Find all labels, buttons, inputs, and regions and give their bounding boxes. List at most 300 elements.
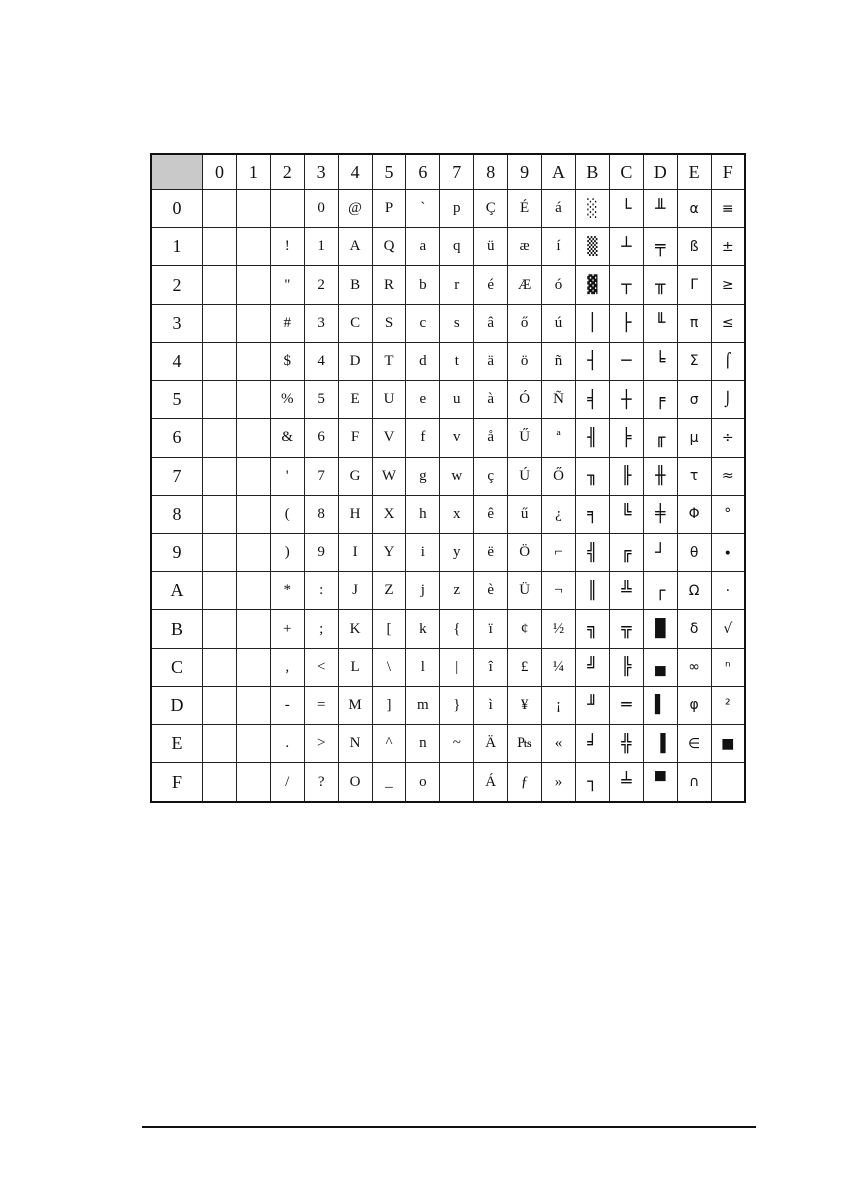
char-cell-DE: φ — [677, 686, 711, 724]
char-cell-1C: ┴ — [609, 228, 643, 266]
char-cell-69: Ű — [508, 419, 542, 457]
char-cell-33: 3 — [304, 304, 338, 342]
char-cell-73: 7 — [304, 457, 338, 495]
char-cell-C1 — [236, 648, 270, 686]
char-cell-A4: J — [338, 572, 372, 610]
char-cell-48: ä — [474, 342, 508, 380]
char-cell-F3: ? — [304, 763, 338, 802]
char-cell-44: D — [338, 342, 372, 380]
char-cell-58: à — [474, 381, 508, 419]
row-header-C: C — [151, 648, 203, 686]
column-header-A: A — [542, 154, 576, 190]
char-cell-AC: ╩ — [609, 572, 643, 610]
char-cell-64: F — [338, 419, 372, 457]
char-cell-DC: ═ — [609, 686, 643, 724]
char-cell-8B: ╕ — [575, 495, 609, 533]
char-cell-77: w — [440, 457, 474, 495]
footer-rule — [142, 1126, 756, 1128]
char-cell-91 — [236, 533, 270, 571]
char-cell-A2: * — [270, 572, 304, 610]
char-cell-9E: θ — [677, 533, 711, 571]
char-cell-CD: ▄ — [643, 648, 677, 686]
char-cell-C7: | — [440, 648, 474, 686]
char-cell-C4: L — [338, 648, 372, 686]
char-cell-46: d — [406, 342, 440, 380]
char-cell-E9: ₧ — [508, 725, 542, 763]
column-header-D: D — [643, 154, 677, 190]
char-cell-3C: ├ — [609, 304, 643, 342]
char-cell-7B: ╖ — [575, 457, 609, 495]
column-header-5: 5 — [372, 154, 406, 190]
char-cell-53: 5 — [304, 381, 338, 419]
char-cell-6D: ╓ — [643, 419, 677, 457]
char-cell-CE: ∞ — [677, 648, 711, 686]
char-cell-09: É — [508, 190, 542, 228]
char-cell-8C: ╚ — [609, 495, 643, 533]
char-cell-71 — [236, 457, 270, 495]
char-cell-6C: ╞ — [609, 419, 643, 457]
char-cell-18: ü — [474, 228, 508, 266]
char-cell-38: â — [474, 304, 508, 342]
char-cell-4D: ╘ — [643, 342, 677, 380]
char-cell-AA: ¬ — [542, 572, 576, 610]
row-header-1: 1 — [151, 228, 203, 266]
char-cell-E0 — [203, 725, 237, 763]
char-cell-62: & — [270, 419, 304, 457]
char-cell-5A: Ñ — [542, 381, 576, 419]
char-cell-2D: ╥ — [643, 266, 677, 304]
char-cell-16: a — [406, 228, 440, 266]
char-cell-15: Q — [372, 228, 406, 266]
char-cell-DF: ² — [711, 686, 745, 724]
row-header-3: 3 — [151, 304, 203, 342]
row-header-A: A — [151, 572, 203, 610]
column-header-6: 6 — [406, 154, 440, 190]
char-cell-E2: . — [270, 725, 304, 763]
char-cell-C5: \ — [372, 648, 406, 686]
char-cell-E1 — [236, 725, 270, 763]
char-cell-0D: ╨ — [643, 190, 677, 228]
char-cell-8E: Φ — [677, 495, 711, 533]
column-header-8: 8 — [474, 154, 508, 190]
char-cell-8F: ° — [711, 495, 745, 533]
char-cell-9D: ┘ — [643, 533, 677, 571]
char-cell-14: A — [338, 228, 372, 266]
char-cell-3B: │ — [575, 304, 609, 342]
row-header-B: B — [151, 610, 203, 648]
table-row-C — [151, 648, 745, 686]
char-cell-D4: M — [338, 686, 372, 724]
char-cell-D1 — [236, 686, 270, 724]
char-cell-20 — [203, 266, 237, 304]
char-cell-C3: < — [304, 648, 338, 686]
char-cell-F8: Á — [474, 763, 508, 802]
char-cell-A8: è — [474, 572, 508, 610]
char-cell-17: q — [440, 228, 474, 266]
char-cell-1D: ╤ — [643, 228, 677, 266]
char-cell-F7 — [440, 763, 474, 802]
char-cell-9A: ⌐ — [542, 533, 576, 571]
column-header-F: F — [711, 154, 745, 190]
char-cell-26: b — [406, 266, 440, 304]
column-header-9: 9 — [508, 154, 542, 190]
char-cell-30 — [203, 304, 237, 342]
char-cell-B8: ï — [474, 610, 508, 648]
row-header-2: 2 — [151, 266, 203, 304]
char-cell-12: ! — [270, 228, 304, 266]
char-cell-4B: ┤ — [575, 342, 609, 380]
char-cell-11 — [236, 228, 270, 266]
char-cell-C2: , — [270, 648, 304, 686]
char-cell-B4: K — [338, 610, 372, 648]
char-cell-CA: ¼ — [542, 648, 576, 686]
char-cell-2B: ▓ — [575, 266, 609, 304]
char-cell-5D: ╒ — [643, 381, 677, 419]
char-cell-3A: ú — [542, 304, 576, 342]
char-cell-AF: · — [711, 572, 745, 610]
char-cell-52: % — [270, 381, 304, 419]
char-cell-00 — [203, 190, 237, 228]
char-cell-07: p — [440, 190, 474, 228]
char-cell-51 — [236, 381, 270, 419]
char-cell-F0 — [203, 763, 237, 802]
char-cell-A0 — [203, 572, 237, 610]
char-cell-BC: ╦ — [609, 610, 643, 648]
char-cell-68: å — [474, 419, 508, 457]
character-code-table — [150, 153, 746, 803]
char-cell-79: Ú — [508, 457, 542, 495]
char-cell-83: 8 — [304, 495, 338, 533]
char-cell-57: u — [440, 381, 474, 419]
char-cell-AB: ║ — [575, 572, 609, 610]
char-cell-66: f — [406, 419, 440, 457]
char-cell-6A: ª — [542, 419, 576, 457]
char-cell-C8: î — [474, 648, 508, 686]
row-header-0: 0 — [151, 190, 203, 228]
char-cell-05: P — [372, 190, 406, 228]
char-cell-E6: n — [406, 725, 440, 763]
char-cell-9F: ∙ — [711, 533, 745, 571]
char-cell-0C: └ — [609, 190, 643, 228]
char-cell-50 — [203, 381, 237, 419]
char-cell-F5: _ — [372, 763, 406, 802]
char-cell-08: Ç — [474, 190, 508, 228]
char-cell-63: 6 — [304, 419, 338, 457]
row-header-9: 9 — [151, 533, 203, 571]
char-cell-13: 1 — [304, 228, 338, 266]
column-header-4: 4 — [338, 154, 372, 190]
char-cell-AE: Ω — [677, 572, 711, 610]
char-cell-0B: ░ — [575, 190, 609, 228]
char-cell-D8: ì — [474, 686, 508, 724]
char-cell-43: 4 — [304, 342, 338, 380]
char-cell-96: i — [406, 533, 440, 571]
table-row-4 — [151, 342, 745, 380]
char-cell-65: V — [372, 419, 406, 457]
char-cell-72: ' — [270, 457, 304, 495]
char-cell-C6: l — [406, 648, 440, 686]
char-cell-2C: ┬ — [609, 266, 643, 304]
char-cell-24: B — [338, 266, 372, 304]
char-cell-FE: ∩ — [677, 763, 711, 802]
column-header-row — [151, 154, 745, 190]
column-header-B: B — [575, 154, 609, 190]
char-cell-84: H — [338, 495, 372, 533]
row-header-4: 4 — [151, 342, 203, 380]
char-cell-B9: ¢ — [508, 610, 542, 648]
char-cell-7F: ≈ — [711, 457, 745, 495]
char-cell-45: T — [372, 342, 406, 380]
char-cell-04: @ — [338, 190, 372, 228]
char-cell-54: E — [338, 381, 372, 419]
char-cell-D9: ¥ — [508, 686, 542, 724]
char-cell-40 — [203, 342, 237, 380]
table-body — [151, 190, 745, 803]
char-cell-95: Y — [372, 533, 406, 571]
char-cell-6E: µ — [677, 419, 711, 457]
char-cell-47: t — [440, 342, 474, 380]
table-row-6 — [151, 419, 745, 457]
char-cell-DA: ¡ — [542, 686, 576, 724]
char-cell-2A: ó — [542, 266, 576, 304]
char-cell-35: S — [372, 304, 406, 342]
char-cell-1E: ß — [677, 228, 711, 266]
char-cell-B3: ; — [304, 610, 338, 648]
char-cell-74: G — [338, 457, 372, 495]
char-cell-EC: ╬ — [609, 725, 643, 763]
char-cell-E7: ~ — [440, 725, 474, 763]
char-cell-B6: k — [406, 610, 440, 648]
column-header-E: E — [677, 154, 711, 190]
char-cell-37: s — [440, 304, 474, 342]
char-cell-DB: ╜ — [575, 686, 609, 724]
char-cell-A6: j — [406, 572, 440, 610]
table-row-F — [151, 763, 745, 802]
char-cell-5F: ⌡ — [711, 381, 745, 419]
char-cell-F9: ƒ — [508, 763, 542, 802]
char-cell-B0 — [203, 610, 237, 648]
char-cell-28: é — [474, 266, 508, 304]
char-cell-32: # — [270, 304, 304, 342]
char-cell-6B: ╢ — [575, 419, 609, 457]
column-header-1: 1 — [236, 154, 270, 190]
char-cell-AD: ┌ — [643, 572, 677, 610]
char-cell-D2: - — [270, 686, 304, 724]
char-cell-76: g — [406, 457, 440, 495]
char-cell-31 — [236, 304, 270, 342]
char-cell-7E: τ — [677, 457, 711, 495]
char-cell-34: C — [338, 304, 372, 342]
char-cell-BA: ½ — [542, 610, 576, 648]
table-row-3 — [151, 304, 745, 342]
char-cell-D3: = — [304, 686, 338, 724]
char-cell-4C: ─ — [609, 342, 643, 380]
table-row-9 — [151, 533, 745, 571]
char-cell-85: X — [372, 495, 406, 533]
char-cell-39: ő — [508, 304, 542, 342]
table-row-D — [151, 686, 745, 724]
char-cell-FC: ╧ — [609, 763, 643, 802]
char-cell-F1 — [236, 763, 270, 802]
char-cell-8A: ¿ — [542, 495, 576, 533]
char-cell-90 — [203, 533, 237, 571]
char-cell-22: " — [270, 266, 304, 304]
char-cell-E8: Ä — [474, 725, 508, 763]
char-cell-D5: ] — [372, 686, 406, 724]
char-cell-92: ) — [270, 533, 304, 571]
char-cell-B5: [ — [372, 610, 406, 648]
char-cell-1B: ▒ — [575, 228, 609, 266]
char-cell-82: ( — [270, 495, 304, 533]
character-code-table-container — [150, 153, 746, 803]
column-header-3: 3 — [304, 154, 338, 190]
char-cell-55: U — [372, 381, 406, 419]
char-cell-94: I — [338, 533, 372, 571]
char-cell-56: e — [406, 381, 440, 419]
char-cell-B1 — [236, 610, 270, 648]
table-row-7 — [151, 457, 745, 495]
table-row-0 — [151, 190, 745, 228]
char-cell-3E: π — [677, 304, 711, 342]
table-row-5 — [151, 381, 745, 419]
char-cell-87: x — [440, 495, 474, 533]
char-cell-36: c — [406, 304, 440, 342]
char-cell-49: ö — [508, 342, 542, 380]
char-cell-EA: « — [542, 725, 576, 763]
char-cell-A3: : — [304, 572, 338, 610]
row-header-6: 6 — [151, 419, 203, 457]
char-cell-29: Æ — [508, 266, 542, 304]
char-cell-C9: £ — [508, 648, 542, 686]
char-cell-2E: Γ — [677, 266, 711, 304]
char-cell-7C: ╟ — [609, 457, 643, 495]
char-cell-0A: á — [542, 190, 576, 228]
char-cell-A1 — [236, 572, 270, 610]
table-row-A — [151, 572, 745, 610]
row-header-E: E — [151, 725, 203, 763]
char-cell-FB: ┐ — [575, 763, 609, 802]
char-cell-60 — [203, 419, 237, 457]
char-cell-02 — [270, 190, 304, 228]
char-cell-41 — [236, 342, 270, 380]
char-cell-25: R — [372, 266, 406, 304]
char-cell-06: ` — [406, 190, 440, 228]
char-cell-1A: í — [542, 228, 576, 266]
char-cell-97: y — [440, 533, 474, 571]
column-header-C: C — [609, 154, 643, 190]
char-cell-4E: Σ — [677, 342, 711, 380]
char-cell-BB: ╗ — [575, 610, 609, 648]
column-header-7: 7 — [440, 154, 474, 190]
char-cell-E5: ^ — [372, 725, 406, 763]
char-cell-27: r — [440, 266, 474, 304]
row-header-7: 7 — [151, 457, 203, 495]
char-cell-01 — [236, 190, 270, 228]
char-cell-7D: ╫ — [643, 457, 677, 495]
table-row-E — [151, 725, 745, 763]
char-cell-F2: / — [270, 763, 304, 802]
char-cell-D0 — [203, 686, 237, 724]
char-cell-A9: Ü — [508, 572, 542, 610]
char-cell-4F: ⌠ — [711, 342, 745, 380]
char-cell-5E: σ — [677, 381, 711, 419]
char-cell-9B: ╣ — [575, 533, 609, 571]
char-cell-89: ű — [508, 495, 542, 533]
char-cell-FA: » — [542, 763, 576, 802]
char-cell-ED: ▐ — [643, 725, 677, 763]
char-cell-BD: █ — [643, 610, 677, 648]
char-cell-42: $ — [270, 342, 304, 380]
corner-cell — [151, 154, 203, 190]
table-row-B — [151, 610, 745, 648]
row-header-8: 8 — [151, 495, 203, 533]
char-cell-EF: ■ — [711, 725, 745, 763]
char-cell-FF — [711, 763, 745, 802]
row-header-5: 5 — [151, 381, 203, 419]
char-cell-D7: } — [440, 686, 474, 724]
table-row-1 — [151, 228, 745, 266]
char-cell-A7: z — [440, 572, 474, 610]
char-cell-B7: { — [440, 610, 474, 648]
char-cell-7A: Ő — [542, 457, 576, 495]
char-cell-23: 2 — [304, 266, 338, 304]
char-cell-A5: Z — [372, 572, 406, 610]
char-cell-80 — [203, 495, 237, 533]
char-cell-F6: o — [406, 763, 440, 802]
column-header-0: 0 — [203, 154, 237, 190]
char-cell-BE: δ — [677, 610, 711, 648]
char-cell-3F: ≤ — [711, 304, 745, 342]
char-cell-C0 — [203, 648, 237, 686]
char-cell-88: ê — [474, 495, 508, 533]
row-header-F: F — [151, 763, 203, 802]
char-cell-4A: ñ — [542, 342, 576, 380]
char-cell-93: 9 — [304, 533, 338, 571]
char-cell-CB: ╝ — [575, 648, 609, 686]
char-cell-67: v — [440, 419, 474, 457]
char-cell-81 — [236, 495, 270, 533]
char-cell-B2: + — [270, 610, 304, 648]
char-cell-21 — [236, 266, 270, 304]
char-cell-F4: O — [338, 763, 372, 802]
char-cell-78: ç — [474, 457, 508, 495]
char-cell-98: ë — [474, 533, 508, 571]
char-cell-EE: ∈ — [677, 725, 711, 763]
char-cell-75: W — [372, 457, 406, 495]
char-cell-EB: ╛ — [575, 725, 609, 763]
char-cell-59: Ó — [508, 381, 542, 419]
char-cell-10 — [203, 228, 237, 266]
char-cell-FD: ▀ — [643, 763, 677, 802]
char-cell-CF: ⁿ — [711, 648, 745, 686]
char-cell-E4: N — [338, 725, 372, 763]
char-cell-2F: ≥ — [711, 266, 745, 304]
char-cell-3D: ╙ — [643, 304, 677, 342]
char-cell-0E: α — [677, 190, 711, 228]
char-cell-E3: > — [304, 725, 338, 763]
char-cell-6F: ÷ — [711, 419, 745, 457]
table-row-2 — [151, 266, 745, 304]
char-cell-8D: ╪ — [643, 495, 677, 533]
char-cell-99: Ö — [508, 533, 542, 571]
char-cell-BF: √ — [711, 610, 745, 648]
char-cell-19: æ — [508, 228, 542, 266]
char-cell-DD: ▌ — [643, 686, 677, 724]
char-cell-86: h — [406, 495, 440, 533]
char-cell-5B: ╡ — [575, 381, 609, 419]
table-row-8 — [151, 495, 745, 533]
char-cell-9C: ╔ — [609, 533, 643, 571]
